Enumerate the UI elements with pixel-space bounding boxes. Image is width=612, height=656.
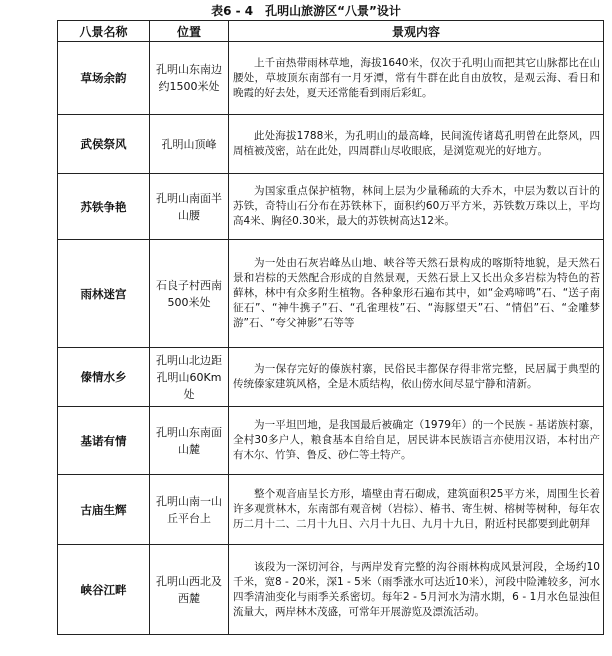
scene-content-text: 为一平坦凹地，是我国最后被确定（1979年）的一个民族 - 基诺族村寨，全村30多户人，粮食基本自给自足，居民讲本民族语言亦使用汉语，本村出产有木尔、竹笋、鲁反、砂仁等土特产。 — [233, 419, 600, 461]
table-row — [58, 240, 604, 348]
scene-location: 孔明山北边距孔明山60Km处 — [150, 348, 229, 407]
table-title: 表6 - 4 孔明山旅游区“八景”设计 — [211, 4, 401, 18]
scene-content-text: 该段为一深切河谷，与两岸发育完整的沟谷雨林构成风景河段，全场约10千米，宽8 - 20米，深1 - 5米（雨季涨水可达近10米），河段中险滩较多，河水四季清油变化与雨季关系密切。每年2 - 5月河水为清水期，6 - 1月水色显浊但流量大，两岸林木茂盛，可常年开展游览及漂流活动。 — [233, 560, 600, 618]
scene-name: 古庙生辉 — [58, 475, 150, 545]
scene-name: 峡谷江畔 — [58, 545, 150, 635]
scene-location: 孔明山顶峰 — [150, 115, 229, 174]
scene-name: 傣情水乡 — [58, 348, 150, 407]
scene-content-text: 上千亩热带雨林草地，海拔1640米，仅次于孔明山而把其它山脉都比在山腰处，草坡顶东南部有一月牙潭，常有牛群在此自由放牧，是观云海、看日和晚霞的好去处，夏天还常能看到雨后彩虹。 — [233, 56, 600, 99]
scene-content-text: 整个观音庙呈长方形，墙壁由青石砌成，建筑面积25平方米，周围生长着许多观赏林木，东南部有观音树（岩棕）、椿书、寄生树、榕树等树种，每年农历二月十二、二月十九日、六月十九日、九月十九日，附近村民都要到此朝拜 — [233, 488, 600, 530]
scene-content-text: 此处海拔1788米，为孔明山的最高峰，民间流传诸葛孔明曾在此祭风，四周植被茂密，站在此处，四周群山尽收眼底，是浏览观光的好地方。 — [233, 130, 600, 157]
scene-content — [229, 174, 604, 240]
scene-name: 武侯祭风 — [58, 115, 150, 174]
scene-location: 孔明山东南边约1500米处 — [150, 42, 229, 115]
scene-content — [229, 42, 604, 115]
table-row — [58, 115, 604, 174]
scene-content-text: 为一处由石灰岩峰丛山地、峡谷等天然石景构成的喀斯特地貌，是天然石景和岩棕的天然配合形成的自然景观，天然石景上又长出众多岩棕为特色的苔藓林，林中有众多附生植物。各种象形石遍布其中，如“金鸡啼鸣”石、“送子南征石”、“神牛携子”石、“孔雀理枝”石、“海豚望天”石、“情侣”石、“金雕梦游”石、“夸父神影”石等等 — [233, 257, 600, 329]
scene-content — [229, 348, 604, 407]
scene-location: 孔明山东南面山麓 — [150, 407, 229, 475]
table-row — [58, 407, 604, 475]
scene-name: 草场余韵 — [58, 42, 150, 115]
scene-location: 孔明山西北及西麓 — [150, 545, 229, 635]
scene-content-text: 为一保存完好的傣族村寨，民俗民丰都保存得非常完整，民居属于典型的传统傣家建筑风格，全是木质结构，依山傍水间尽显宁静和清新。 — [233, 363, 600, 390]
header-scene-name: 八景名称 — [58, 21, 150, 42]
scene-content — [229, 407, 604, 475]
header-location: 位置 — [150, 21, 229, 42]
table-row — [58, 545, 604, 635]
table-row — [58, 174, 604, 240]
scene-content — [229, 475, 604, 545]
scene-content — [229, 115, 604, 174]
table-row — [58, 348, 604, 407]
scene-name: 雨林迷宫 — [58, 240, 150, 348]
scene-content — [229, 545, 604, 635]
scene-location: 孔明山南面半山腰 — [150, 174, 229, 240]
scene-location: 孔明山南一山丘平台上 — [150, 475, 229, 545]
scene-name: 基诺有情 — [58, 407, 150, 475]
scene-location: 石良子村西南500米处 — [150, 240, 229, 348]
scene-content — [229, 240, 604, 348]
table-row — [58, 475, 604, 545]
header-content: 景观内容 — [229, 21, 604, 42]
scene-name: 苏铁争艳 — [58, 174, 150, 240]
table-row — [58, 42, 604, 115]
table-header-row — [58, 21, 604, 42]
eight-scenes-table — [57, 20, 604, 635]
scene-content-text: 为国家重点保护植物，林间上层为少量稀疏的大乔木，中层为数以百计的苏铁，奇特山石分布在苏铁林下，面积约60万平方米，苏铁数万珠以上，平均高4米、胸径0.30米，最大的苏铁树高达12米。 — [233, 185, 600, 227]
